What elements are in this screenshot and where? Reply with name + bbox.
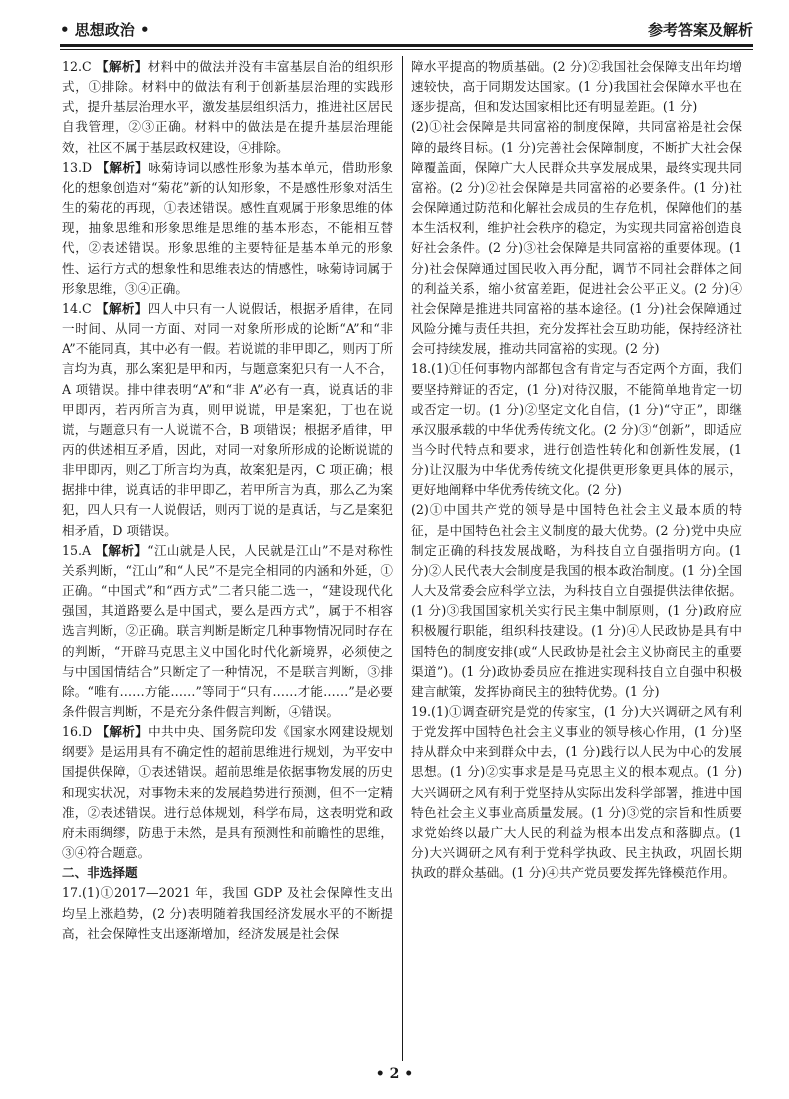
answer-text: (1)①2017—2021 年，我国 GDP 及社会保障性支出均呈上涨趋势，(2 分)表明随着我国经济发展水平的不断提高，社会保障性支出逐渐增加，经济发展是社会保 <box>62 885 393 941</box>
answer-q18-part2: (2)①中国共产党的领导是中国特色社会主义最本质的特征，是中国特色社会主义制度的最大优势。(2 分)党中央应制定正确的科技发展战略，为科技自立自强指明方向。(1 分)②人民代表大会制度是我国的根本政治制度。(1 分)全国人大及常委会应科学立法，为科技自立自强提供法律依据。(1 分)③我国国家机关实行民主集中制原则，(1 分)政府应积极履行职能，组织科技建设。(1 分)④人民政协是具有中国特色的制度安排(或“人民政协是社会主义协商民主的重要渠道”)。(1 分)政协委员应在推进实现科技自立自强中积极建言献策，发挥协商民主的独特优势。(1 分) <box>411 502 742 699</box>
answer-q16 <box>62 722 393 863</box>
analysis-tag: 【解析】 <box>96 59 148 74</box>
answer-q12 <box>62 57 393 158</box>
answer-text: “江山就是人民，人民就是江山”不是对称性关系判断，“江山”和“人民”不是完全相同的内涵和外延，①正确。“中国式”和“西方式”二者只能二选一，“建设现代化强国，其道路要么是中国式，要么是西方式”，属于不相容选言判断，②正确。联言判断是断定几种事物情况同时存在的判断，“开辟马克思主义中国化时代化新境界，必须使之与中国国情结合”只断定了一种情况，不是联言判断，③排除。“唯有……方能……”等同于“只有……才能……”是必要条件假言判断，不是充分条件假言判断，④错误。 <box>62 542 393 719</box>
section-heading: 二、非选择题 <box>62 865 138 881</box>
answer-q17 <box>62 883 393 943</box>
question-number: 12.C <box>62 59 97 74</box>
answer-q19 <box>411 702 742 883</box>
answer-text: (1)①调查研究是党的传家宝，(1 分)大兴调研之风有利于党发挥中国特色社会主义事业的领导核心作用，(1 分)坚持从群众中来到群众中去，(1 分)践行以人民为中心的发展思想。(1 分)②实事求是是马克思主义的根本观点。(1 分)大兴调研之风有利于党坚持从实际出发科学部署，推进中国特色社会主义事业高质量发展。(1 分)③党的宗旨和性质要求党始终以最广大人民的利益为根本出发点和落脚点。(1 分)大兴调研之风有利于党科学执政、民主执政，巩固长期执政的群众基础。(1 分)④共产党员要发挥先锋模范作用。 <box>411 704 742 881</box>
left-column <box>62 57 393 1062</box>
answer-text: (1)①任何事物内部都包含有肯定与否定两个方面，我们要坚持辩证的否定，(1 分)对待汉服，不能简单地肯定一切或否定一切。(1 分)②坚定文化自信，(1 分)“守正”，即继承汉服承载的中华优秀传统文化。(2 分)③“创新”，即适应当今时代特点和要求，进行创造性转化和创新性发展，(1 分)让汉服为中华优秀传统文化提供更形象更具体的展示，更好地阐释中华优秀传统文化。(2 分) <box>411 361 742 498</box>
page-header <box>60 10 753 40</box>
question-number: 18. <box>411 361 432 377</box>
question-number: 16.D <box>62 724 97 740</box>
right-column <box>411 57 742 1062</box>
analysis-tag: 【解析】 <box>96 724 149 740</box>
answer-q14 <box>62 299 393 541</box>
answer-text: 四人中只有一人说假话，根据矛盾律，在同一时间、从同一方面、对同一对象所形成的论断“A”和“非 A”不能同真，其中必有一假。若说谎的非甲即乙，则丙丁所言均为真，那么案犯是甲和丙，与题意案犯只有一人不合，A 项错误。排中律表明“A”和“非 A”必有一真，说真话的非甲即丙，若丙所言为真，则甲说谎，甲是案犯，丁也在说谎，与题意只有一人说谎不合，B 项错误；根据矛盾律，甲丙的供述相互矛盾，因此，对同一对象所形成的论断说谎的非甲即丙，则乙丁所言均为真，故案犯是丙，C 项正确；根据排中律，说真话的非甲即乙，若甲所言为真，那么乙为案犯，四人只有一人说假话，则丙丁说的是真话，与乙是案犯相矛盾，D 项错误。 <box>62 300 393 538</box>
question-number: 17. <box>62 885 83 901</box>
answer-q15 <box>62 541 393 722</box>
answer-text: 中共中央、国务院印发《国家水网建设规划纲要》是运用具有不确定性的超前思维进行规划，为平安中国提供保障，①表述错误。超前思维是依据事物发展的历史和现实状况，对事物未来的发展趋势进行预测，但不一定精准，②表述错误。进行总体规划，科学布局，这表明党和政府未雨绸缪，防患于未然，是具有预测性和前瞻性的思维，③④符合题意。 <box>62 724 393 861</box>
answer-text: 咏菊诗词以感性形象为基本单元，借助形象化的想象创造对“菊花”新的认知形象，不是感性形象对活生生的菊花的再现，①表述错误。感性直观属于形象思维的体现，抽象思维和形象思维是思维的基本形态，不能相互替代，②表述错误。形象思维的主要特征是基本单元的形象性、运行方式的想象性和思维表达的情感性，咏菊诗词属于形象思维，③④正确。 <box>62 159 393 296</box>
analysis-tag: 【解析】 <box>96 300 148 316</box>
question-number: 14.C <box>62 300 97 316</box>
header-rule-thin <box>60 49 753 50</box>
analysis-tag: 【解析】 <box>95 542 148 558</box>
subject-label: • 思想政治 • <box>60 21 150 39</box>
answer-q17-part2: (2)①社会保障是共同富裕的制度保障，共同富裕是社会保障的最终目标。(1 分)完善社会保障制度，不断扩大社会保障覆盖面，保障广大人民群众共享发展成果，最终实现共同富裕。(2 分)②社会保障是共同富裕的必要条件。(1 分)社会保障通过防范和化解社会成员的生存危机，保障他们的基本生活权利，维护社会秩序的稳定，为实现共同富裕创造良好社会条件。(2 分)③社会保障是共同富裕的重要体现。(1 分)社会保障通过国民收入再分配，调节不同社会群体之间的利益关系，缩小贫富差距，促进社会公平正义。(2 分)④社会保障是推进共同富裕的基本途径。(1 分)社会保障通过风险分摊与责任共担，充分发挥社会互助功能，保持经济社会可持续发展，推动共同富裕的实现。(2 分) <box>411 119 742 357</box>
page-number: • 2 • <box>375 1066 414 1082</box>
doc-title: 参考答案及解析 <box>647 21 753 39</box>
question-number: 19. <box>411 704 432 719</box>
answer-q17-continued: 障水平提高的物质基础。(2 分)②我国社会保障支出年均增速较快，高于同期发达国家。(1 分)我国社会保障水平也在逐步提高，但和发达国家相比还有明显差距。(1 分) <box>411 59 742 115</box>
header-rule-thick <box>60 44 753 47</box>
analysis-tag: 【解析】 <box>96 159 149 175</box>
answer-q18 <box>411 359 742 500</box>
question-number: 13.D <box>62 159 97 175</box>
answer-text: 材料中的做法并没有丰富基层自治的组织形式，①排除。材料中的做法有利于创新基层治理的实践形式，提升基层治理水平，激发基层组织活力，推进社区居民自我管理，②③正确。材料中的做法是在提升基层治理能效，社区不属于基层政权建设，④排除。 <box>62 59 393 155</box>
question-number: 15.A <box>62 542 96 558</box>
column-divider <box>402 56 403 1061</box>
answer-q13 <box>62 158 393 299</box>
